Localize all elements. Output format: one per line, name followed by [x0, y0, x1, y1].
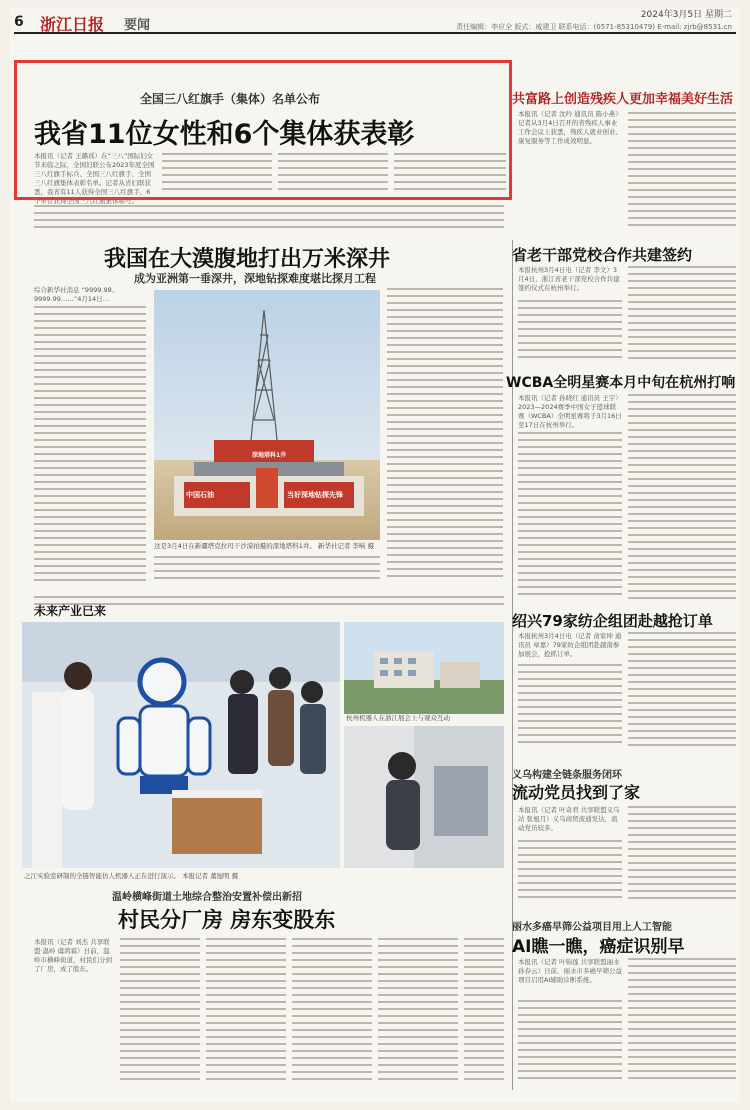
building-illustration: [344, 622, 504, 714]
page-number: 6: [14, 14, 24, 30]
village-column-6: [464, 938, 504, 1088]
masthead: 浙江日报: [40, 15, 105, 34]
shoes-column-1: [518, 664, 622, 752]
women-lead: 本报讯（记者 王璐瑶）在“三八”国际妇女节来临之际，全国妇联公布2023年度全国三八红旗手标兵、全国三八红旗手、全国三八红旗集体表彰名单。记者从省妇联获悉，我省有11人获得全国三八红旗手，6个单位获得全国三八红旗集体称号。: [34, 152, 155, 205]
village-headline: 村民分厂房 房东变股东: [118, 908, 336, 932]
ai-kicker: 丽水多癌早筛公益项目用上人工智能: [512, 922, 672, 933]
well-photo-caption: 这是3月4日在新疆塔克拉玛干沙漠拍摄的深地塔科1井。 新华社记者 李响 摄: [154, 542, 375, 550]
wcba-column-1: [518, 432, 622, 604]
ai-headline: AI瞧一瞧，癌症识别早: [512, 937, 685, 957]
lab-illustration: [344, 726, 504, 868]
village-column-3: [206, 938, 286, 1088]
well-column-1: [34, 306, 146, 590]
yiwu-column-1: [518, 840, 622, 906]
rig-sign: 深地塔科1井: [252, 452, 287, 459]
highlight-box: [14, 60, 512, 205]
robot-photo: [22, 622, 340, 868]
village-column-5: [378, 938, 458, 1088]
school-lead: 本报杭州3月4日电（记者 李文）3月4日，浙江省老干部党校合作共建签约仪式在杭州举行。: [518, 266, 620, 292]
section-name: 要闻: [124, 18, 151, 33]
well-column-3: [387, 288, 503, 588]
poor-headline: 共富路上创造残疾人更加幸福美好生活: [512, 92, 734, 107]
school-headline: 省老干部党校合作共建签约: [512, 246, 693, 264]
well-column-2-tail: [154, 556, 380, 588]
wcba-column-2: [628, 394, 736, 604]
yiwu-column-2: [628, 806, 736, 906]
rig-banner-left: 中国石油: [186, 491, 214, 499]
drill-rig-illustration: [154, 290, 380, 540]
building-photo: [344, 622, 504, 714]
school-column-1: [518, 300, 622, 366]
column-divider: [512, 240, 513, 1090]
editor-info: 责任编辑：李应全 版式：戚建卫 联系电话：(0571-85310479) E-mail: zjrb@8531.cn: [456, 23, 732, 31]
future-right-caption: 杭州机器人在浙江展会上与观众互动: [346, 714, 450, 722]
women-kicker: 全国三八红旗手（集体）名单公布: [140, 92, 321, 106]
shoes-lead: 本报杭州3月4日电（记者 俞家坤 通讯员 章嘉）79家纺企组团赴越南参加展会，抢抓订单。: [518, 632, 622, 658]
ai-column-2: [628, 958, 736, 1088]
ai-column-1: [518, 1000, 622, 1088]
school-column-2: [628, 266, 736, 366]
yiwu-kicker: 义乌构建全链条服务闭环: [512, 770, 622, 781]
village-lead: 本报讯（记者 刘杰 共享联盟·温岭 虞鸿霖）日前，温岭市横峰街道，村民们分到了厂房，成了股东。: [34, 938, 112, 973]
ai-lead: 本报讯（记者 叶锦莲 共享联盟丽水 孙春云）日前，丽水市多癌早筛公益项目启用AI辅助诊断系统。: [518, 958, 622, 984]
poor-column-2: [628, 112, 736, 238]
well-lead: 综合新华社消息 “9999.98、9999.99……”4月14日…: [34, 286, 119, 303]
well-subhead: 成为亚洲第一垂深井，深地钻探难度堪比探月工程: [134, 272, 376, 285]
village-kicker: 温岭横峰街道土地综合整治安置补偿出新招: [112, 892, 302, 903]
yiwu-headline: 流动党员找到了家: [512, 783, 641, 802]
drill-rig-photo: [154, 290, 380, 540]
well-headline: 我国在大漠腹地打出万米深井: [104, 247, 391, 272]
poor-lead: 本报讯（记者 沈吟 通讯员 陈小燕）记者从3月4日召开的省残疾人事业工作会议上获悉，残疾人就业创业、康复服务等工作成效明显。: [518, 110, 622, 145]
future-title: 未来产业已来: [34, 604, 107, 618]
future-bottom-caption: 之江实验室研制的全链智能仿人机器人正在进行演示。 本报记者 董旭明 摄: [24, 872, 239, 880]
women-headline: 我省11位女性和6个集体获表彰: [34, 119, 415, 150]
women-continued: [34, 205, 504, 233]
shoes-headline: 绍兴79家纺企组团赴越抢订单: [512, 612, 713, 630]
issue-date: 2024年3月5日 星期二: [640, 10, 732, 20]
shoes-column-2: [628, 632, 736, 752]
lab-photo: [344, 726, 504, 868]
yiwu-lead: 本报讯（记者 叶奇君 共享联盟义乌站 张旭月）义乌商贸流通发达，流动党员较多。: [518, 806, 620, 832]
village-column-2: [120, 938, 200, 1088]
village-column-4: [292, 938, 372, 1088]
wcba-lead: 本报讯（记者 孙晓红 通讯员 王宇）2023—2024赛季中国女子篮球联赛（WCBA）全明星赛将于3月16日至17日在杭州举行。: [518, 394, 622, 429]
robot-illustration: [22, 622, 340, 868]
page-header: [14, 8, 736, 34]
wcba-headline: WCBA全明星赛本月中旬在杭州打响: [506, 375, 736, 391]
rig-banner-right: 当好深地钻探先锋: [287, 491, 343, 499]
